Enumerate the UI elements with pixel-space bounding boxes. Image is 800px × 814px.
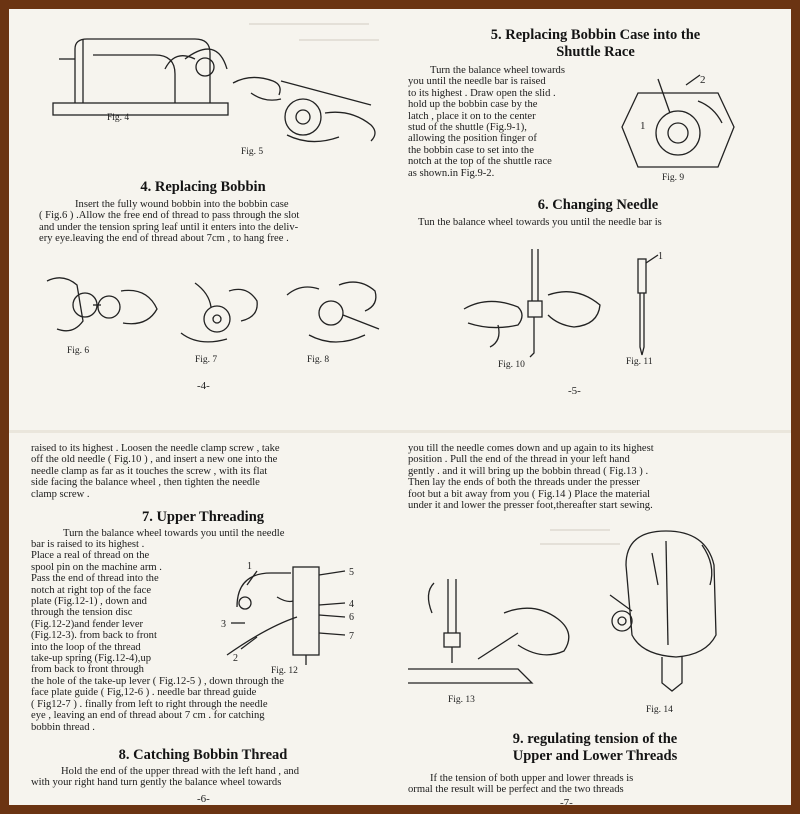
section-6-title: 6. Changing Needle xyxy=(537,197,659,213)
body-line: gently . and it will bring up the bobbin thread ( Fig.13 ) . xyxy=(408,465,649,477)
body-line: latch , place it on to the center xyxy=(408,110,536,122)
body-line: side facing the balance wheel , then tighten the needle xyxy=(31,477,260,489)
page-5 xyxy=(400,9,791,430)
figure-12-label: 1 xyxy=(247,561,252,572)
section-8-title: 8. Catching Bobbin Thread xyxy=(118,747,288,763)
body-line: from back to front through xyxy=(31,664,144,676)
page-number: -4- xyxy=(197,380,210,392)
figure-12-label: 5 xyxy=(349,567,354,578)
page-number: -7- xyxy=(560,797,573,805)
section-5-title-line-1: 5. Replacing Bobbin Case into the xyxy=(490,27,701,43)
body-line: (Fig.12-3). from back to front xyxy=(31,630,157,642)
body-line: (Fig.12-2)and fender lever xyxy=(31,618,144,630)
figure-11-needle-illustration xyxy=(626,249,666,359)
figure-5-hands-illustration xyxy=(221,69,386,147)
body-line: through the tension disc xyxy=(31,607,133,619)
section-5-title-line-2: Shuttle Race xyxy=(556,44,635,60)
figure-14-machine-head-illustration xyxy=(606,525,736,700)
page-6 xyxy=(9,433,397,805)
body-line: ormal the result will be perfect and the two threads xyxy=(408,784,624,796)
section-9-title-line-1: 9. regulating tension of the xyxy=(512,731,678,747)
body-line: notch at right top of the face xyxy=(31,584,152,596)
section-4-body xyxy=(39,199,384,245)
section-7-left-column xyxy=(31,539,217,676)
page-number: -6- xyxy=(197,793,210,805)
figure-13-presser-foot-illustration xyxy=(408,573,580,691)
body-line: the hole of the take-up lever ( Fig.12-5 ) , down through the xyxy=(31,676,285,687)
figure-11-caption: Fig. 11 xyxy=(626,357,653,367)
section-7-first-line: Turn the balance wheel towards you until the needle xyxy=(63,528,285,539)
figure-6-illustration xyxy=(43,271,163,341)
figure-9-caption: Fig. 9 xyxy=(662,173,685,183)
figure-5-caption: Fig. 5 xyxy=(241,147,264,157)
body-line: off the old needle ( Fig.10 ) , and insert a new one into the xyxy=(31,454,278,466)
page-7-intro xyxy=(408,443,748,511)
figure-13-caption: Fig. 13 xyxy=(448,695,475,705)
body-line: under it and lower the presser foot,thereafter start sewing. xyxy=(408,500,653,512)
body-line: and under the tension spring leaf until it enters into the deliv- xyxy=(39,221,299,233)
figure-10-caption: Fig. 10 xyxy=(498,360,525,370)
figure-12-label: 2 xyxy=(233,653,238,664)
body-line: into the loop of the thread xyxy=(31,641,141,653)
body-line: the bobbin case to set into the xyxy=(408,144,534,156)
body-line: you until the needle bar is raised xyxy=(408,76,546,88)
page-7 xyxy=(400,433,791,805)
body-line: face plate guide ( Fig,12-6 ) . needle bar thread guide xyxy=(31,687,257,699)
body-line: notch at the top of the shuttle race xyxy=(408,156,552,168)
figure-12-label: 4 xyxy=(349,599,354,610)
figure-12-caption: Fig. 12 xyxy=(271,666,298,676)
figure-9-label: 1 xyxy=(640,120,646,132)
body-line: Hold the end of the upper thread with the left hand , and xyxy=(61,766,299,777)
section-4-title: 4. Replacing Bobbin xyxy=(140,179,266,195)
body-line: stud of the shuttle (Fig.9-1), xyxy=(408,122,527,134)
section-9-title-line-2: Upper and Lower Threads xyxy=(512,748,678,764)
figure-12-threading-illustration xyxy=(217,557,377,667)
body-line: raised to its highest . Loosen the needle clamp screw , take xyxy=(31,443,280,454)
section-9-body xyxy=(408,773,748,796)
body-line: hold up the bobbin case by the xyxy=(408,99,538,111)
body-line: If the tension of both upper and lower threads is xyxy=(430,773,634,784)
figure-9-shuttle-illustration xyxy=(618,67,738,175)
figure-9-label: 2 xyxy=(700,74,706,86)
body-line: take-up spring (Fig.12-4),up xyxy=(31,653,152,665)
section-7-full-width xyxy=(31,676,376,733)
figure-10-needle-hands-illustration xyxy=(458,245,608,363)
section-5-body xyxy=(408,65,610,179)
body-line: clamp screw . xyxy=(31,488,90,500)
body-line: ( Fig12-7 ) . finally from left to right through the needle xyxy=(31,698,268,710)
figure-4-machine-illustration xyxy=(45,29,235,124)
figure-12-label: 7 xyxy=(349,631,354,642)
section-6-body: Tun the balance wheel towards you until the needle bar is xyxy=(418,217,662,228)
body-line: Place a real of thread on the xyxy=(31,550,150,562)
body-line: ery eye.leaving the end of thread about 7cm , to hang free . xyxy=(39,233,289,245)
body-line: spool pin on the machine arm . xyxy=(31,561,162,573)
manual-spread xyxy=(9,9,791,805)
body-line: bobbin thread . xyxy=(31,721,95,733)
body-line: allowing the position finger of xyxy=(408,133,537,145)
body-line: bar is raised to its highest . xyxy=(31,539,145,550)
body-line: position . Pull the end of the thread in your left hand xyxy=(408,454,630,466)
body-line: as shown.in Fig.9-2. xyxy=(408,167,495,179)
body-line: with your right hand turn gently the balance wheel towards xyxy=(31,777,282,789)
body-line: Then lay the ends of both the threads under the presser xyxy=(408,477,640,489)
body-line: Pass the end of thread into the xyxy=(31,573,159,585)
section-8-body xyxy=(31,766,376,789)
body-line: plate (Fig.12-1) , down and xyxy=(31,596,147,608)
body-line: needle clamp as far as it touches the screw , with its flat xyxy=(31,465,268,477)
figure-8-caption: Fig. 8 xyxy=(307,355,330,365)
body-line: you till the needle comes down and up again to its highest xyxy=(408,443,654,454)
figure-12-label: 3 xyxy=(221,619,226,630)
figure-12-label: 6 xyxy=(349,612,354,623)
figure-8-illustration xyxy=(279,275,389,351)
body-line: to its highest . Draw open the slid . xyxy=(408,87,556,99)
page-number: -5- xyxy=(568,385,581,397)
figure-14-caption: Fig. 14 xyxy=(646,705,673,715)
figure-4-caption: Fig. 4 xyxy=(107,113,130,123)
figure-11-label: 1 xyxy=(658,251,663,262)
figure-7-illustration xyxy=(175,277,271,349)
body-line: Turn the balance wheel towards xyxy=(430,65,565,76)
body-line: foot but a bit away from you ( Fig.14 ) Place the material xyxy=(408,488,651,500)
body-line: eye , leaving an end of thread about 7 cm . for catching xyxy=(31,710,265,722)
figure-6-caption: Fig. 6 xyxy=(67,346,90,356)
page-4 xyxy=(9,9,397,430)
section-7-title: 7. Upper Threading xyxy=(141,509,265,525)
body-line: ( Fig.6 ) .Allow the free end of thread to pass through the slot xyxy=(39,210,300,222)
page-6-intro xyxy=(31,443,376,500)
figure-7-caption: Fig. 7 xyxy=(195,355,218,365)
body-line: Insert the fully wound bobbin into the bobbin case xyxy=(75,199,289,210)
